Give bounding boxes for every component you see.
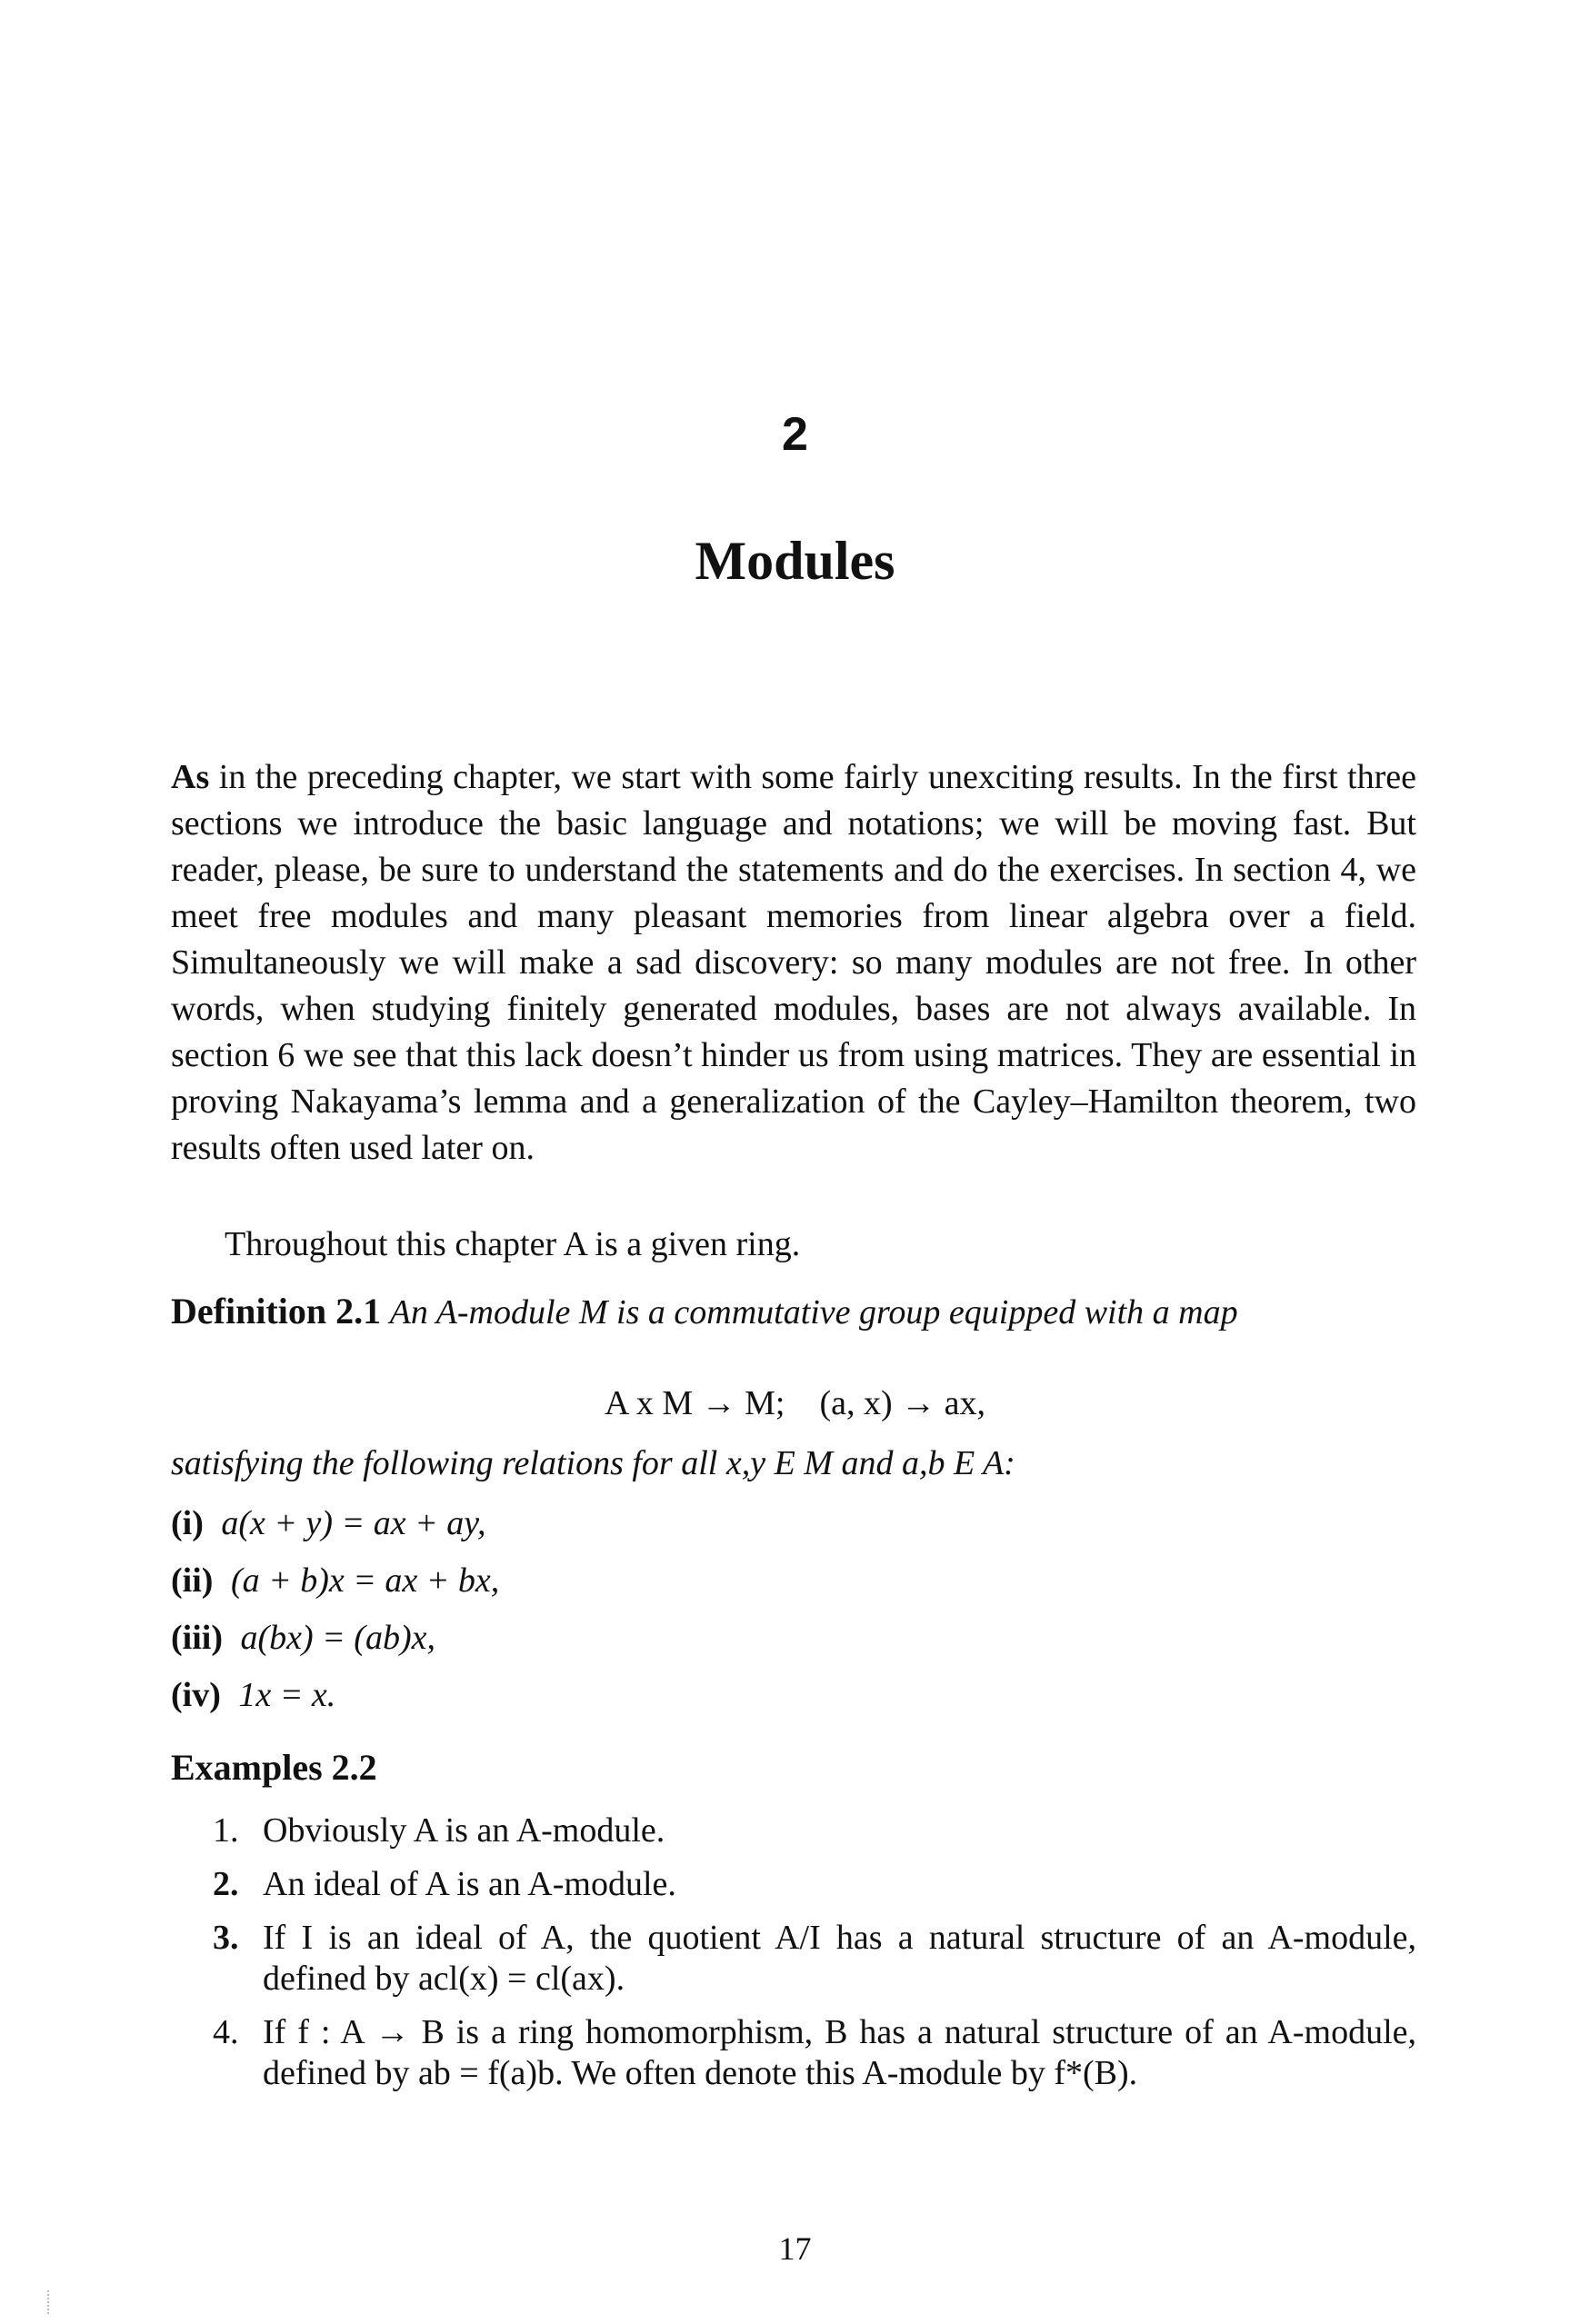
intro-paragraph bbox=[171, 754, 1416, 1172]
axiom-item bbox=[171, 1618, 499, 1675]
scan-artifact-mark bbox=[47, 2290, 51, 2314]
example-item bbox=[213, 1918, 1416, 2000]
definition-statement: An A-module M is a commutative group equipped with a map bbox=[389, 1293, 1238, 1332]
axiom-item bbox=[171, 1503, 499, 1561]
chapter-number: 2 bbox=[782, 408, 808, 461]
examples-list bbox=[213, 1810, 1416, 2107]
axiom-number: (iv) bbox=[171, 1676, 221, 1714]
axiom-equation: 1x = x. bbox=[238, 1676, 336, 1714]
examples-title: Examples 2.2 bbox=[171, 1747, 377, 1788]
definition-condition: satisfying the following relations for all x,y E M and a,b E A: bbox=[171, 1444, 1015, 1482]
definition-heading bbox=[171, 1290, 1238, 1332]
axiom-item bbox=[171, 1561, 499, 1618]
example-text: If I is an ideal of A, the quotient A/I has a natural structure of an A-module, defined by acl(x) = cl(ax). bbox=[263, 1919, 1416, 1998]
example-number: 1. bbox=[213, 1811, 239, 1850]
axiom-list bbox=[171, 1503, 499, 1732]
axiom-equation: (a + b)x = ax + bx, bbox=[230, 1561, 500, 1600]
axiom-equation: a(bx) = (ab)x, bbox=[240, 1619, 435, 1657]
example-text: If f : A → B is a ring homomorphism, B has a natural structure of an A-module, defined by ab = f(a)b. We often denote this A-module by f*(B). bbox=[263, 2013, 1416, 2092]
axiom-number: (iii) bbox=[171, 1619, 223, 1657]
display-map-equation: A x M → M; (a, x) → ax, bbox=[604, 1384, 986, 1422]
intro-lead-word: As bbox=[171, 758, 210, 796]
axiom-number: (i) bbox=[171, 1504, 204, 1542]
intro-text: in the preceding chapter, we start with some fairly unexciting results. In the first three sections we introduce the basic language and notations; we will be moving fast. But reader, please, be sure to understand the statements and do the exercises. In section 4, we meet free modules and many pleasant memories from linear algebra over a field. Simultaneously we will make a sad discovery: so many modules are not free. In other words, when studying finitely generated modules, bases are not always available. In section 6 we see that this lack doesn’t hinder us from using matrices. They are essential in proving Nakayama’s lemma and a generalization of the Cayley–Hamilton theorem, two results often used later on. bbox=[171, 758, 1416, 1167]
example-item bbox=[213, 1864, 1416, 1905]
example-item bbox=[213, 2012, 1416, 2094]
example-text: Obviously A is an A-module. bbox=[263, 1811, 665, 1850]
example-text: An ideal of A is an A-module. bbox=[263, 1865, 676, 1903]
page-number: 17 bbox=[778, 2230, 812, 2267]
example-number: 4. bbox=[213, 2013, 239, 2051]
chapter-title: Modules bbox=[695, 531, 895, 591]
axiom-number: (ii) bbox=[171, 1561, 214, 1600]
definition-label: Definition 2.1 bbox=[171, 1291, 382, 1332]
example-number: 2. bbox=[213, 1865, 239, 1903]
example-number: 3. bbox=[213, 1919, 239, 1957]
throughout-sentence: Throughout this chapter A is a given ring. bbox=[225, 1225, 801, 1263]
axiom-item bbox=[171, 1675, 499, 1732]
axiom-equation: a(x + y) = ax + ay, bbox=[221, 1504, 486, 1542]
example-item bbox=[213, 1810, 1416, 1851]
